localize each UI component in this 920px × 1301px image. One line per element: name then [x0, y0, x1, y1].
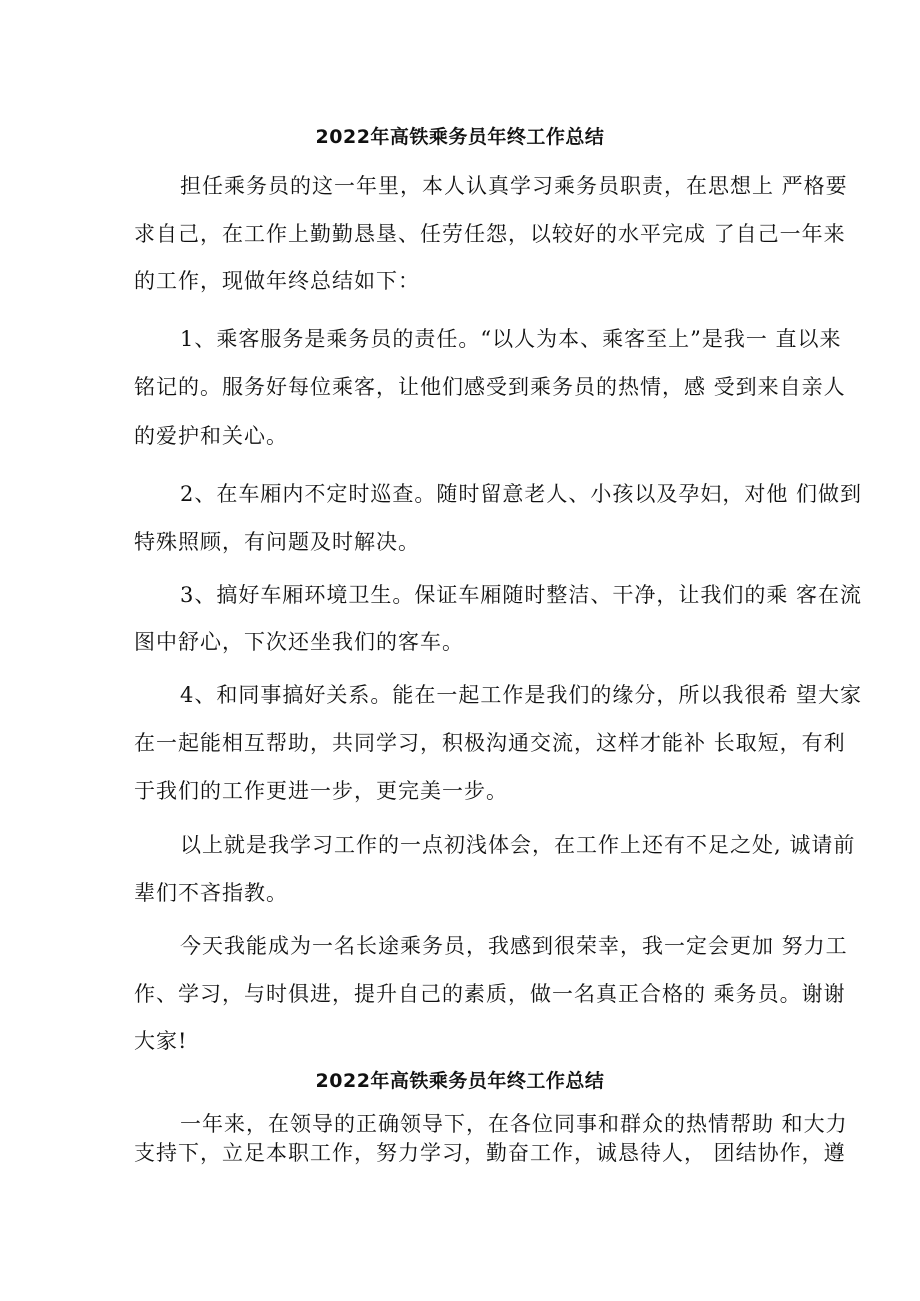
paragraph-line: 求自己，在工作上勤勤恳垦、任劳任怨，以较好的水平完成 了自己一年来 [134, 222, 846, 246]
paragraph-line: 的工作，现做年终总结如下： [134, 269, 420, 293]
paragraph-line: 辈们不吝指教。 [134, 881, 288, 905]
paragraph-line: 在一起能相互帮助，共同学习，积极沟通交流，这样才能补 长取短，有利 [134, 731, 846, 755]
paragraph-line: 的爱护和关心。 [134, 424, 288, 448]
paragraph-line: 4、和同事搞好关系。能在一起工作是我们的缘分，所以我很希 望大家 [180, 683, 863, 707]
paragraph-line: 一年来，在领导的正确领导下，在各位同事和群众的热情帮助 和大力 [180, 1112, 848, 1136]
paragraph-line: 3、搞好车厢环境卫生。保证车厢随时整洁、干净，让我们的乘 客在流 [180, 583, 863, 607]
paragraph-line: 支持下，立足本职工作，努力学习，勤奋工作，诚恳待人， 团结协作，遵 [134, 1141, 846, 1165]
section-title: 2022年高铁乘务员年终工作总结 [315, 1070, 605, 1092]
paragraph-line: 铭记的。服务好每位乘客，让他们感受到乘务员的热情，感 受到来自亲人 [134, 375, 846, 399]
paragraph-line: 1、乘客服务是乘务员的责任。“以人为本、乘客至上”是我一 直以来 [180, 327, 842, 351]
paragraph-line: 担任乘务员的这一年里，本人认真学习乘务员职责，在思想上 严格要 [180, 174, 848, 198]
paragraph-line: 今天我能成为一名长途乘务员，我感到很荣幸，我一定会更加 努力工 [180, 934, 848, 958]
paragraph-line: 大家! [134, 1029, 188, 1053]
paragraph-line: 作、学习，与时俱进，提升自己的素质，做一名真正合格的 乘务员。谢谢 [134, 982, 846, 1006]
page-title: 2022年高铁乘务员年终工作总结 [315, 126, 605, 148]
paragraph-line: 2、在车厢内不定时巡查。随时留意老人、小孩以及孕妇，对他 们做到 [180, 482, 863, 506]
paragraph-line: 于我们的工作更进一步，更完美一步。 [134, 779, 508, 803]
paragraph-line: 图中舒心，下次还坐我们的客车。 [134, 630, 464, 654]
paragraph-line: 特殊照顾，有问题及时解决。 [134, 530, 420, 554]
paragraph-line: 以上就是我学习工作的一点初浅体会，在工作上还有不足之处, 诚请前 [180, 833, 856, 857]
